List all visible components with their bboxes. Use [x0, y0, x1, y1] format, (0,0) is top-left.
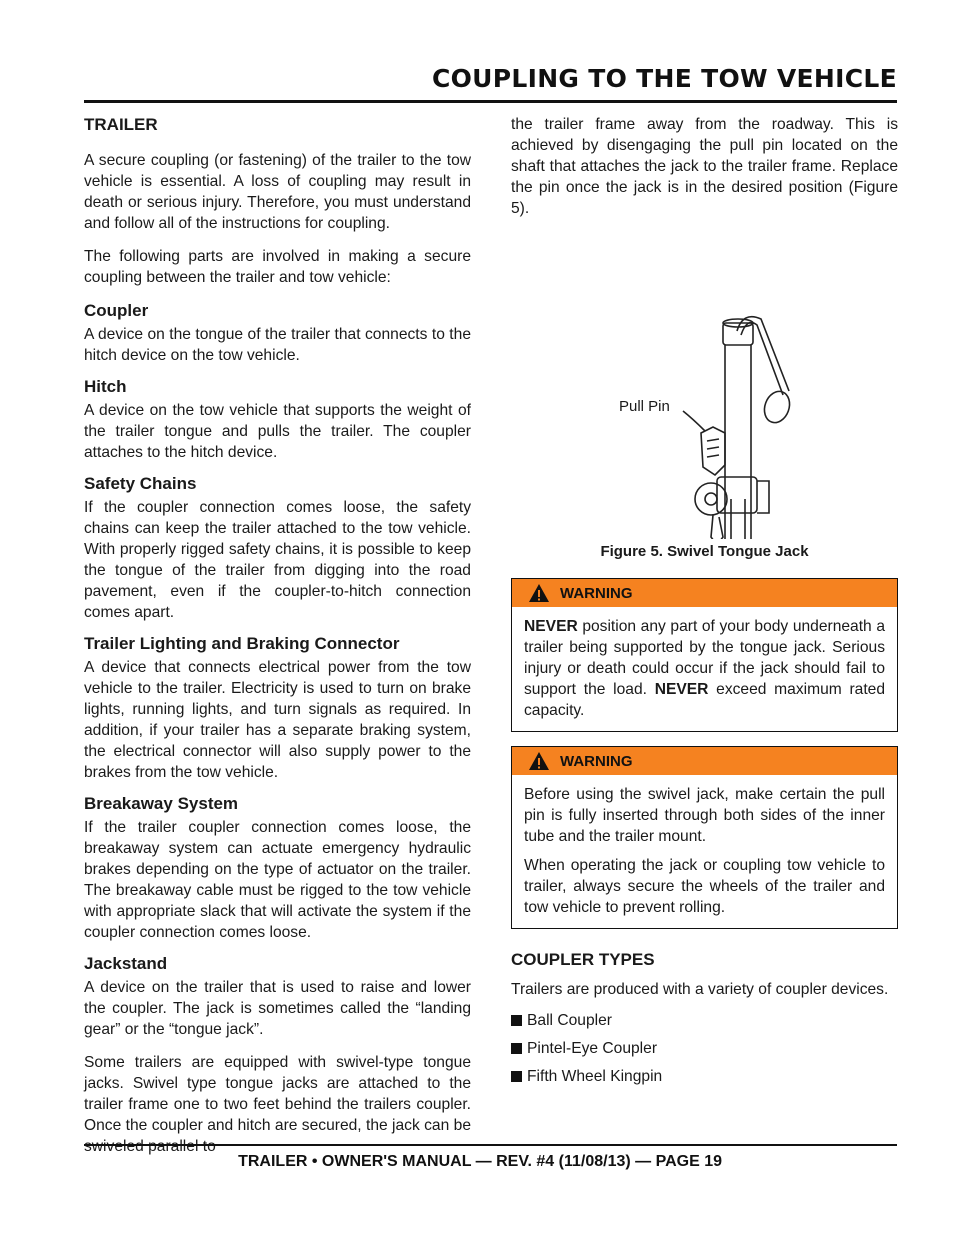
warning-box-1 [511, 578, 898, 732]
warning-label-1: WARNING [560, 584, 633, 602]
coupler-types-heading: COUPLER TYPES [511, 950, 655, 969]
list-item [511, 1010, 898, 1031]
safety-chains-heading: Safety Chains [84, 474, 197, 493]
intro-paragraph-1: A secure coupling (or fastening) of the trailer to the tow vehicle is essential. A loss of coupling may result in death or serious injury. Therefore, you must understand and follow all of the instructions for coupling. [84, 152, 471, 232]
warning-text-2b: When operating the jack or coupling tow vehicle to trailer, always secure the wheels of the trailer and tow vehicle to prevent rolling. [524, 857, 885, 916]
header-rule [84, 100, 897, 103]
list-item-label: Pintel-Eye Coupler [527, 1040, 658, 1057]
coupler-types-intro: Trailers are produced with a variety of coupler devices. [511, 981, 889, 998]
square-bullet-icon [511, 1043, 522, 1054]
jackstand-heading: Jackstand [84, 954, 168, 973]
warning-text-1b: exceed maximum rated capacity. [524, 681, 885, 719]
warning-text-2a: Before using the swivel jack, make certain the pull pin is fully inserted through both sides of the inner tube and the trailer mount. [524, 786, 885, 845]
hitch-text: A device on the tow vehicle that supports the weight of the trailer tongue and pulls the trailer. The coupler attaches to the hitch device. [84, 402, 471, 461]
coupler-heading: Coupler [84, 301, 149, 320]
swivel-jack-figure [511, 219, 898, 539]
intro-paragraph-2: The following parts are involved in making a secure coupling between the trailer and tow vehicle: [84, 248, 471, 286]
warning-box-2 [511, 746, 898, 929]
warning-triangle-icon [528, 583, 550, 603]
continued-paragraph: the trailer frame away from the roadway. This is achieved by disengaging the pull pin located on the shaft that attaches the jack to the trailer frame. Replace the pin once the jack is in the desired position (Figure 5). [511, 116, 898, 217]
lighting-connector-heading: Trailer Lighting and Braking Connector [84, 634, 400, 653]
safety-chains-text: If the coupler connection comes loose, the safety chains can keep the trailer attached to the tow vehicle. With properly rigged safety chains, it is possible to keep the tongue of the trailer from digging into the road pavement, even if the coupler-to-hitch connection comes apart. [84, 499, 471, 621]
list-item-label: Fifth Wheel Kingpin [527, 1068, 663, 1085]
warning-label-2: WARNING [560, 752, 633, 770]
never-emphasis-2: NEVER [654, 681, 709, 698]
lighting-connector-text: A device that connects electrical power from the tow vehicle to the trailer. Electricity is used to turn on brake lights, running lights, and turn signals as required. In addition, if your trailer has a separate braking system, the electrical connector will also supply power to the brakes from the tow vehicle. [84, 659, 471, 781]
warning-triangle-icon [528, 751, 550, 771]
footer-rule [84, 1144, 897, 1146]
left-column [84, 114, 471, 1157]
swivel-tongue-jack-illustration [511, 219, 898, 539]
breakaway-heading: Breakaway System [84, 794, 239, 813]
swivel-paragraph: Some trailers are equipped with swivel-type tongue jacks. Swivel type tongue jacks are attached to the trailer frame one to two feet behind the trailers coupler. Once the coupler and hitch are secured, the jack can be swiveled parallel to [84, 1054, 471, 1155]
trailer-heading: TRAILER [84, 115, 158, 134]
figure-caption: Figure 5. Swivel Tongue Jack [600, 543, 809, 560]
jackstand-text: A device on the trailer that is used to raise and lower the coupler. The jack is sometimes called the “landing gear” or the “tongue jack”. [84, 979, 471, 1038]
page-footer: TRAILER • OWNER'S MANUAL — REV. #4 (11/08/13) — PAGE 19 [238, 1153, 722, 1170]
list-item [511, 1066, 898, 1087]
hitch-heading: Hitch [84, 377, 127, 396]
warning-body-1 [512, 607, 897, 731]
page-title: COUPLING TO THE TOW VEHICLE [431, 64, 897, 93]
list-item-label: Ball Coupler [527, 1012, 612, 1029]
never-emphasis-1: NEVER [524, 618, 578, 635]
pull-pin-callout: Pull Pin [619, 398, 670, 415]
warning-body-2 [512, 775, 897, 928]
warning-header-2 [512, 747, 897, 775]
warning-text-1a: position any part of your body underneath a trailer being supported by the tongue jack. Serious injury or death could occur if the jack should fail to support the load. [524, 618, 885, 698]
breakaway-text: If the trailer coupler connection comes loose, the breakaway system can actuate emergency hydraulic brakes depending on the type of actuator on the trailer. The breakaway cable must be rigged to the tow vehicle with appropriate slack that will activate the system if the coupler connection comes loose. [84, 819, 471, 941]
warning-text-1 [524, 616, 885, 721]
square-bullet-icon [511, 1015, 522, 1026]
square-bullet-icon [511, 1071, 522, 1082]
right-column [511, 114, 898, 1094]
list-item [511, 1038, 898, 1059]
warning-header-1 [512, 579, 897, 607]
coupler-types-list [511, 1010, 898, 1087]
coupler-text: A device on the tongue of the trailer that connects to the hitch device on the tow vehicle. [84, 326, 471, 364]
